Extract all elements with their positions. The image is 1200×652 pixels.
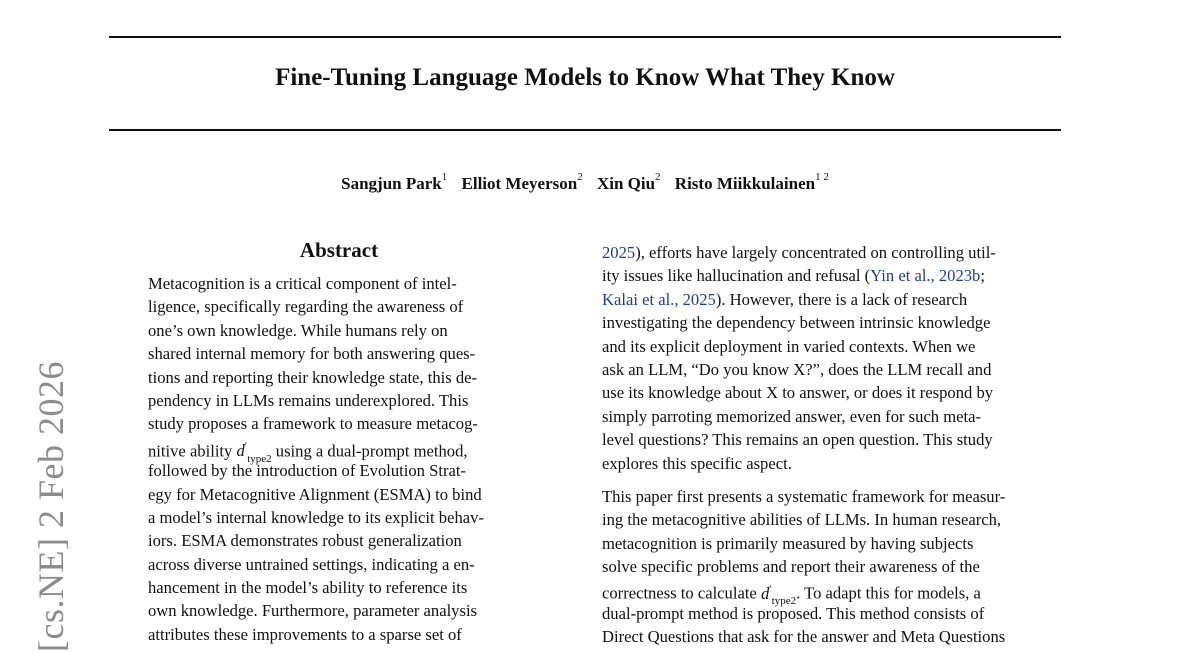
body-line: solve specific problems and report their awareness of the xyxy=(602,557,980,577)
body-line: investigating the dependency between intrinsic knowledge xyxy=(602,313,991,333)
body-line: explores this specific aspect. xyxy=(602,453,792,473)
body-line: ing the metacognitive abilities of LLMs. In human research, xyxy=(602,510,1002,530)
body-line: dual-prompt method is proposed. This method consists of xyxy=(602,603,985,623)
title-rule-bottom xyxy=(109,129,1061,131)
paper-title: Fine-Tuning Language Models to Know What They Know xyxy=(275,64,895,91)
author-2: Elliot Meyerson$^2$ xyxy=(461,171,583,193)
citation-link[interactable]: 2025 xyxy=(602,243,636,262)
abstract-line: Metacognition is a critical component of intel- xyxy=(148,274,457,293)
abstract-line: a model’s internal knowledge to its explicit behav- xyxy=(148,507,484,527)
author-4: Risto Miikkulainen$^{1 2}$ xyxy=(674,171,829,193)
abstract-line: hancement in the model’s ability to reference its xyxy=(148,578,468,598)
body-line: ask an LLM, “Do you know X?”, does the LLM recall and xyxy=(602,359,992,379)
author-1: Sangjun Park$^1$ xyxy=(341,171,448,193)
paragraph-gap xyxy=(602,475,1072,485)
abstract-line: followed by the introduction of Evolution Strat- xyxy=(148,461,466,481)
abstract-body xyxy=(148,272,538,646)
body-line: use its knowledge about X to answer, or does it respond by xyxy=(602,383,994,403)
author-list xyxy=(109,173,1061,194)
body-line: and its explicit deployment in varied contexts. When we xyxy=(602,336,976,356)
body-line: ity issues like hallucination and refusal (Yin et al., 2023b; xyxy=(602,266,985,286)
abstract-line: study proposes a framework to measure metacog- xyxy=(148,414,478,434)
intro-body xyxy=(602,241,1072,649)
abstract-line: own knowledge. Furthermore, parameter analysis xyxy=(148,601,478,621)
abstract-line: shared internal memory for both answering ques- xyxy=(148,344,476,364)
body-line: Direct Questions that ask for the answer and Meta Questions xyxy=(602,627,1006,647)
body-line: simply parroting memorized answer, even for such meta- xyxy=(602,406,982,426)
citation-link[interactable]: Kalai et al., 2025 xyxy=(602,289,716,309)
body-line: level questions? This remains an open question. This study xyxy=(602,430,993,450)
arxiv-stamp: [cs.NE] 2 Feb 2026 xyxy=(31,361,71,652)
body-line: Kalai et al., 2025). However, there is a lack of research xyxy=(602,289,968,309)
citation-link[interactable]: Yin et al., 2023b xyxy=(870,266,981,286)
abstract-line: attributes these improvements to a sparse set of xyxy=(148,624,462,644)
body-line: correctness to calculate $d'_{type2}$. To adapt this for models, a xyxy=(602,583,981,608)
body-line: This paper first presents a systematic framework for measur- xyxy=(602,486,1006,506)
author-3: Xin Qiu$^2$ xyxy=(596,171,661,193)
abstract-line: ligence, specifically regarding the awareness of xyxy=(148,297,464,317)
abstract-line: one’s own knowledge. While humans rely on xyxy=(148,320,448,340)
title-rule-top xyxy=(109,36,1061,38)
abstract-line: across diverse untrained settings, indicating a en- xyxy=(148,554,475,574)
abstract-line: iors. ESMA demonstrates robust generalization xyxy=(148,531,462,551)
math-d-prime-type2: $d'_{type2}$ xyxy=(760,583,797,608)
body-line: metacognition is primarily measured by having subjects xyxy=(602,533,974,553)
math-d-prime-type2: $d'_{type2}$ xyxy=(236,440,272,465)
body-line: 2025), efforts have largely concentrated on controlling util- xyxy=(602,243,996,262)
abstract-line: tions and reporting their knowledge state, this de- xyxy=(148,367,478,387)
abstract-line: egy for Metacognitive Alignment (ESMA) to bind xyxy=(148,484,482,504)
abstract-line: pendency in LLMs remains underexplored. This xyxy=(148,390,469,410)
abstract-line: nitive ability $d'_{type2}$ using a dual-prompt method, xyxy=(148,440,468,465)
abstract-heading: Abstract xyxy=(299,238,379,262)
